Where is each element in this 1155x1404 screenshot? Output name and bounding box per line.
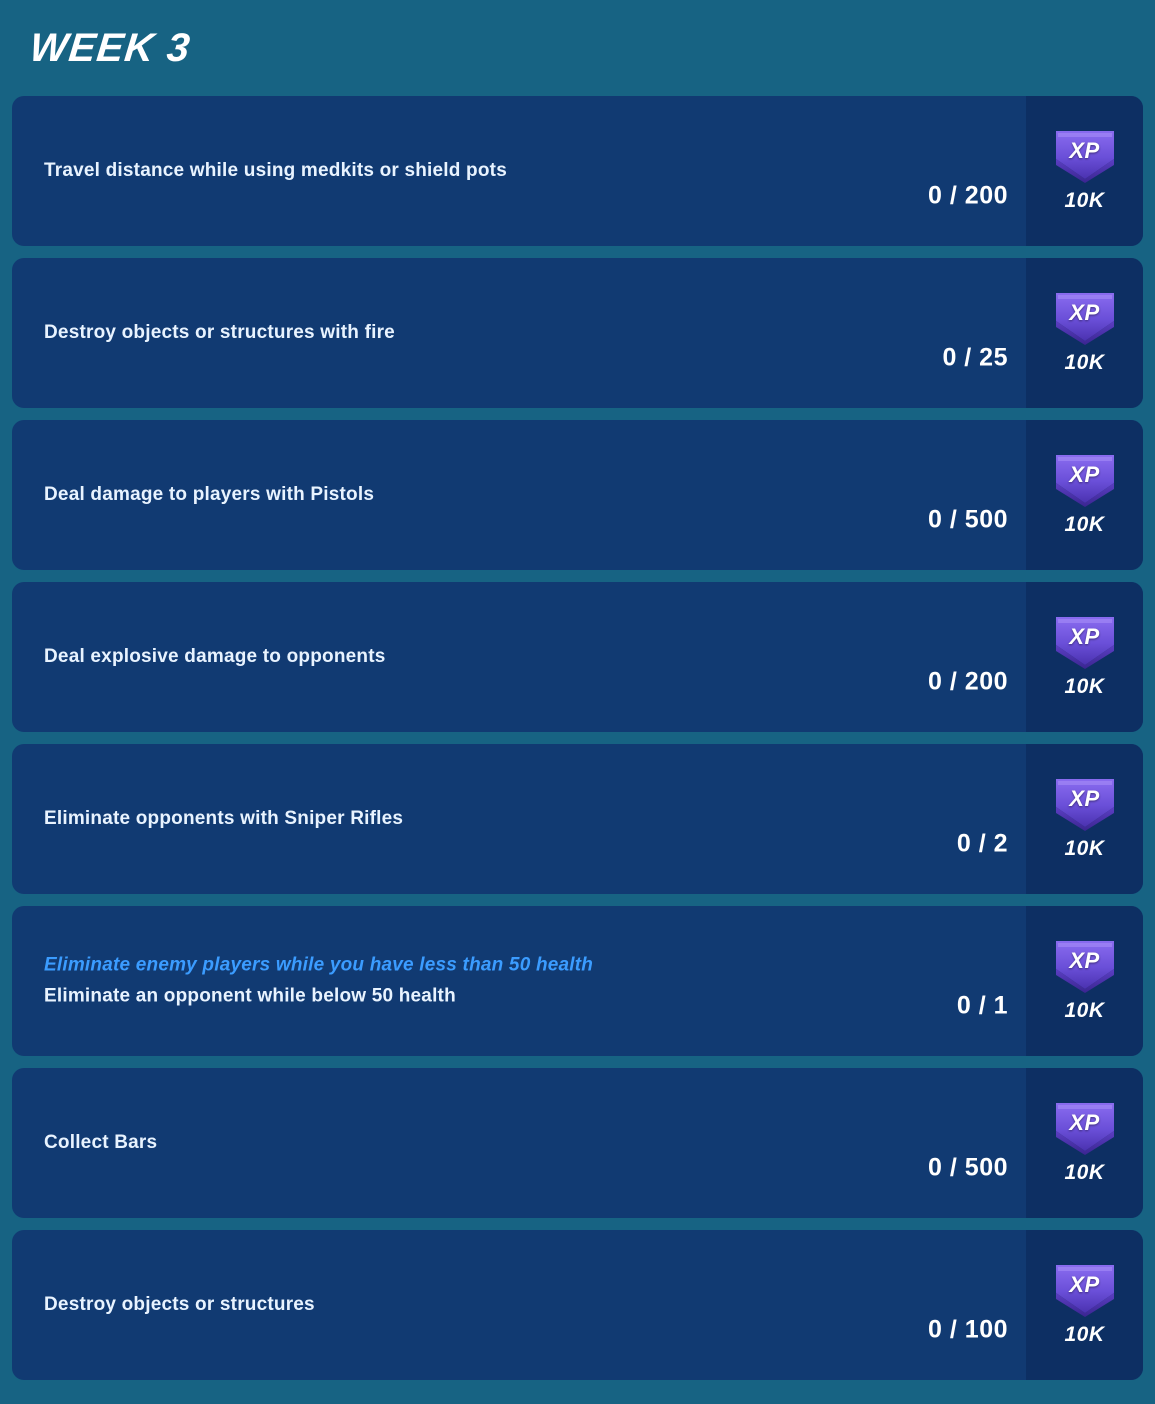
quest-main [12,744,1026,894]
quest-main [12,906,1026,1056]
quest-row-5[interactable] [12,744,1143,894]
xp-label: XP [1069,624,1100,649]
quest-reward [1026,420,1143,570]
quest-row-1[interactable] [12,96,1143,246]
xp-icon [1052,453,1118,507]
quest-reward [1026,1230,1143,1380]
quest-progress: 0 / 1 [956,991,1008,1020]
quest-title: Eliminate an opponent while below 50 health [44,985,456,1007]
quest-reward [1026,1068,1143,1218]
quest-progress: 0 / 100 [928,1315,1008,1344]
quest-text [44,808,403,830]
xp-amount: 10K [1064,1161,1105,1184]
xp-amount: 10K [1064,675,1105,698]
quest-reward [1026,258,1143,408]
quest-main [12,1230,1026,1380]
xp-amount: 10K [1064,837,1105,860]
xp-amount: 10K [1064,351,1105,374]
quest-row-8[interactable] [12,1230,1143,1380]
xp-amount: 10K [1064,189,1105,212]
quest-main [12,96,1026,246]
quest-text [44,484,374,506]
xp-amount: 10K [1064,999,1105,1022]
quest-progress: 0 / 200 [928,181,1008,210]
xp-amount: 10K [1064,513,1105,536]
quest-title: Deal damage to players with Pistols [44,484,375,505]
quest-title: Eliminate opponents with Sniper Rifles [44,808,404,829]
xp-label: XP [1069,948,1100,973]
quest-subtitle: Eliminate enemy players while you have less than 50 health [44,954,594,976]
quest-title: Travel distance while using medkits or shield pots [44,160,507,181]
page-title: WEEK 3 [27,25,193,70]
xp-label: XP [1069,300,1100,325]
quest-reward [1026,906,1143,1056]
quest-main [12,1068,1026,1218]
quest-title: Destroy objects or structures [44,1294,315,1315]
quest-main [12,258,1026,408]
xp-label: XP [1069,138,1100,163]
xp-icon [1052,1263,1118,1317]
quest-row-2[interactable] [12,258,1143,408]
xp-icon [1052,777,1118,831]
xp-amount: 10K [1064,1323,1105,1346]
xp-icon [1052,1101,1118,1155]
quest-progress: 0 / 500 [928,1153,1008,1182]
quest-progress: 0 / 500 [928,505,1008,534]
quest-row-7[interactable] [12,1068,1143,1218]
quest-text [44,1132,157,1154]
quest-progress: 0 / 200 [928,667,1008,696]
quest-row-4[interactable] [12,582,1143,732]
quest-reward [1026,744,1143,894]
quest-reward [1026,96,1143,246]
xp-icon [1052,939,1118,993]
quest-row-6[interactable] [12,906,1143,1056]
xp-label: XP [1069,1272,1100,1297]
quest-list [12,96,1143,1380]
xp-icon [1052,291,1118,345]
quest-progress: 0 / 25 [942,343,1008,372]
quest-main [12,420,1026,570]
quest-progress: 0 / 2 [956,829,1008,858]
quest-main [12,582,1026,732]
quest-text [44,646,386,668]
quest-title: Collect Bars [44,1132,158,1153]
quest-text [44,1294,315,1316]
xp-label: XP [1069,462,1100,487]
xp-label: XP [1069,786,1100,811]
quest-text [44,955,593,1008]
quest-row-3[interactable] [12,420,1143,570]
quest-title: Destroy objects or structures with fire [44,322,395,343]
quest-text [44,160,507,182]
xp-icon [1052,615,1118,669]
xp-label: XP [1069,1110,1100,1135]
page-header [12,0,1143,96]
quest-title: Deal explosive damage to opponents [44,646,386,667]
quest-text [44,322,395,344]
xp-icon [1052,129,1118,183]
quest-reward [1026,582,1143,732]
